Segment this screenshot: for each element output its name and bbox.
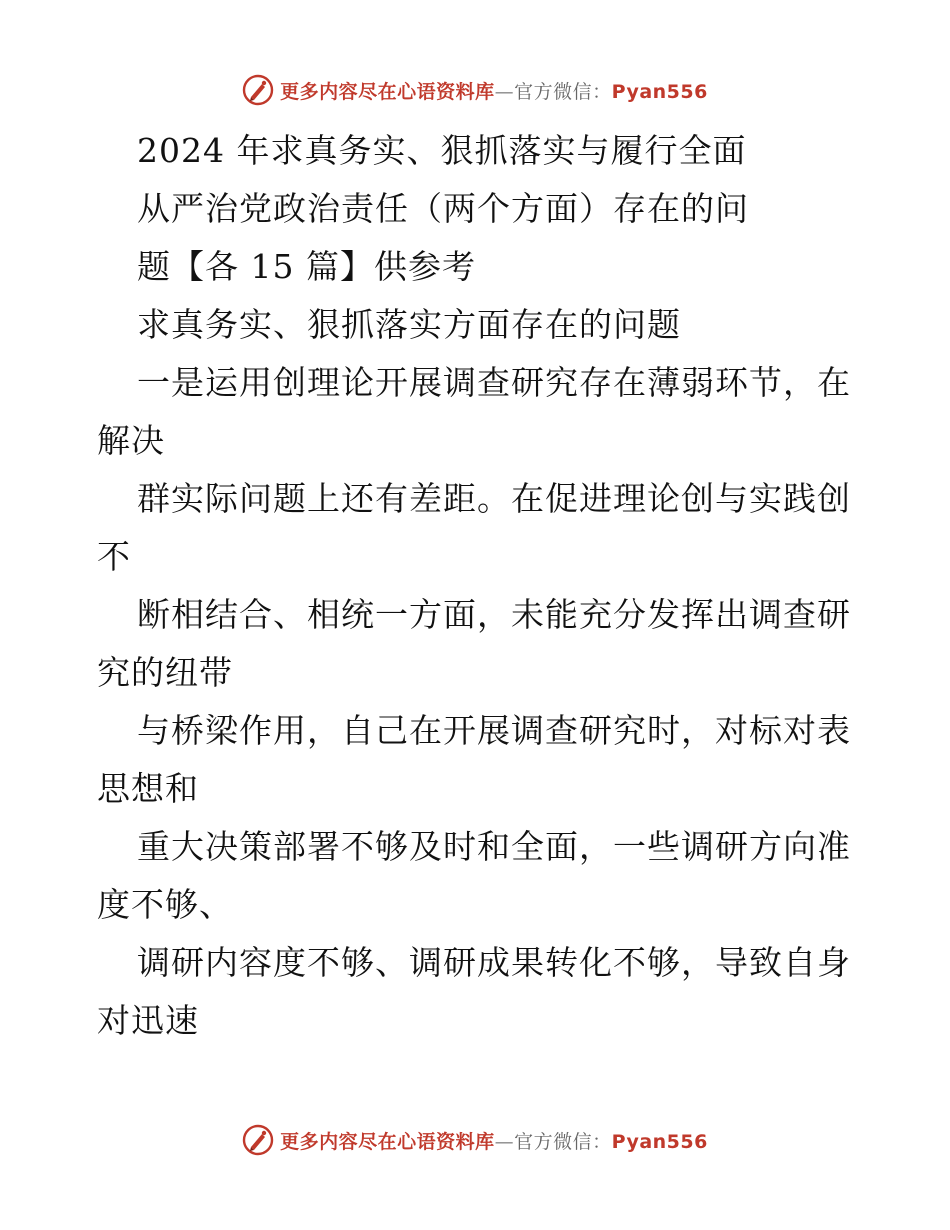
body-line: 思想和 [97,769,199,808]
footer-banner [0,1120,950,1160]
title-line: 从严治党政治责任（两个方面）存在的问 [137,189,749,228]
body-line: 与桥梁作用，自己在开展调查研究时，对标对表 [137,711,851,750]
title-line: 2024 年求真务实、狠抓落实与履行全面 [137,131,747,170]
footer-account: Pyan556 [611,1130,708,1153]
header-banner-content [242,74,708,106]
footer-site-text: 更多内容尽在心语资料库 [280,1130,495,1153]
body-line: 不 [97,537,131,576]
body-line: 调研内容度不够、调研成果转化不够，导致自身 [137,943,851,982]
body-line: 究的纽带 [97,653,233,692]
header-banner [0,70,950,110]
body-line: 解决 [97,421,165,460]
footer-separator: — [494,1130,515,1153]
pen-logo-icon [242,74,274,106]
body-line: 群实际问题上还有差距。在促进理论创与实践创 [137,479,851,518]
body-line: 断相结合、相统一方面，未能充分发挥出调查研 [137,595,851,634]
footer-wechat-text: 官方微信： [514,1130,612,1153]
section-heading: 求真务实、狠抓落实方面存在的问题 [137,305,681,344]
header-banner-text [280,77,708,104]
header-wechat-text: 官方微信： [514,80,612,103]
footer-banner-text [280,1127,708,1154]
header-separator: — [494,80,515,103]
header-site-text: 更多内容尽在心语资料库 [280,80,495,103]
document-body [97,122,857,1050]
body-line: 重大决策部署不够及时和全面，一些调研方向准 [137,827,851,866]
pen-logo-icon [242,1124,274,1156]
body-line: 度不够、 [97,885,233,924]
footer-banner-content [242,1124,708,1156]
body-line: 对迅速 [97,1001,199,1040]
header-account: Pyan556 [611,80,708,103]
body-line: 一是运用创理论开展调查研究存在薄弱环节，在 [137,363,851,402]
title-line: 题【各 15 篇】供参考 [137,247,476,286]
